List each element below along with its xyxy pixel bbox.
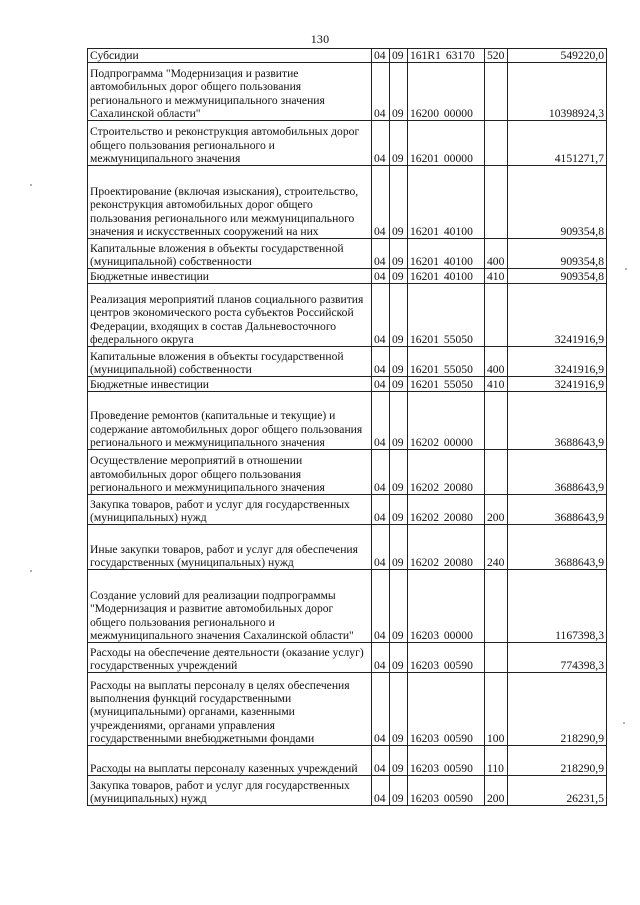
row-subsection: 09 (390, 450, 408, 495)
row-amount: 3688643,9 (508, 392, 607, 450)
scan-speck (623, 722, 625, 724)
table-row (88, 377, 607, 392)
row-section: 04 (372, 166, 390, 239)
row-name: Строительство и реконструкция автомобильных дорог общего пользования регионального и межмуниципального значения (88, 121, 372, 166)
row-expense-type (485, 392, 508, 450)
row-section: 04 (372, 570, 390, 643)
row-expense-type: 410 (485, 377, 508, 392)
row-subsection: 09 (390, 495, 408, 525)
row-subsection: 09 (390, 392, 408, 450)
row-amount: 909354,8 (508, 239, 607, 269)
row-amount: 218290,9 (508, 673, 607, 746)
table-row (88, 239, 607, 269)
row-name: Расходы на выплаты персоналу казенных учреждений (88, 746, 372, 776)
table-row (88, 450, 607, 495)
row-name: Капитальные вложения в объекты государственной (муниципальной) собственности (88, 347, 372, 377)
row-section: 04 (372, 776, 390, 806)
row-subsection: 09 (390, 525, 408, 570)
row-expense-type: 200 (485, 495, 508, 525)
table-row (88, 776, 607, 806)
row-subsection: 09 (390, 776, 408, 806)
row-name: Расходы на обеспечение деятельности (оказание услуг) государственных учреждений (88, 643, 372, 673)
row-target: 16201 55050 (408, 377, 485, 392)
table-row (88, 570, 607, 643)
row-name: Закупка товаров, работ и услуг для государственных (муниципальных) нужд (88, 495, 372, 525)
table-row (88, 121, 607, 166)
table-row (88, 392, 607, 450)
row-expense-type (485, 570, 508, 643)
table-row (88, 63, 607, 121)
table-row (88, 673, 607, 746)
scan-speck (625, 268, 627, 270)
row-section: 04 (372, 63, 390, 121)
row-target: 16202 20080 (408, 495, 485, 525)
row-section: 04 (372, 284, 390, 347)
row-expense-type (485, 63, 508, 121)
row-amount: 3241916,9 (508, 347, 607, 377)
row-target: 16202 20080 (408, 525, 485, 570)
row-expense-type: 200 (485, 776, 508, 806)
scan-speck (30, 570, 32, 572)
row-name: Бюджетные инвестиции (88, 269, 372, 284)
row-section: 04 (372, 746, 390, 776)
row-target: 16202 00000 (408, 392, 485, 450)
row-target: 16203 00590 (408, 746, 485, 776)
row-amount: 549220,0 (508, 49, 607, 63)
budget-table (87, 48, 607, 806)
row-expense-type: 240 (485, 525, 508, 570)
row-subsection: 09 (390, 570, 408, 643)
row-target: 16203 00590 (408, 643, 485, 673)
row-name: Проведение ремонтов (капитальные и текущие) и содержание автомобильных дорог общего пользования регионального и межмуниципального значения (88, 392, 372, 450)
row-subsection: 09 (390, 673, 408, 746)
row-name: Подпрограмма "Модернизация и развитие автомобильных дорог общего пользования регионального и межмуниципального значения Сахалинской области" (88, 63, 372, 121)
row-name: Осуществление мероприятий в отношении автомобильных дорог общего пользования регионального и межмуниципального значения (88, 450, 372, 495)
row-target: 16201 40100 (408, 239, 485, 269)
row-target: 16201 00000 (408, 121, 485, 166)
row-section: 04 (372, 49, 390, 63)
row-amount: 26231,5 (508, 776, 607, 806)
scan-speck (30, 184, 32, 186)
row-section: 04 (372, 392, 390, 450)
row-amount: 218290,9 (508, 746, 607, 776)
row-subsection: 09 (390, 347, 408, 377)
row-amount: 774398,3 (508, 643, 607, 673)
table-row (88, 643, 607, 673)
row-subsection: 09 (390, 377, 408, 392)
row-amount: 3241916,9 (508, 377, 607, 392)
row-target: 16203 00000 (408, 570, 485, 643)
row-amount: 3688643,9 (508, 495, 607, 525)
row-amount: 3688643,9 (508, 525, 607, 570)
row-expense-type (485, 450, 508, 495)
row-expense-type (485, 166, 508, 239)
row-section: 04 (372, 121, 390, 166)
row-section: 04 (372, 450, 390, 495)
row-name: Проектирование (включая изыскания), строительство, реконструкция автомобильных дорог общего пользования региональногo или межмуниципального значения и искусственных сооружений на них (88, 166, 372, 239)
row-expense-type: 520 (485, 49, 508, 63)
row-target: 16201 40100 (408, 269, 485, 284)
row-subsection: 09 (390, 746, 408, 776)
row-name: Субсидии (88, 49, 372, 63)
row-expense-type: 110 (485, 746, 508, 776)
row-section: 04 (372, 347, 390, 377)
row-target: 16201 55050 (408, 284, 485, 347)
row-section: 04 (372, 495, 390, 525)
row-subsection: 09 (390, 63, 408, 121)
row-amount: 909354,8 (508, 269, 607, 284)
row-expense-type (485, 643, 508, 673)
row-name: Бюджетные инвестиции (88, 377, 372, 392)
row-amount: 3688643,9 (508, 450, 607, 495)
table-row (88, 269, 607, 284)
row-expense-type (485, 284, 508, 347)
row-target: 16201 40100 (408, 166, 485, 239)
row-target: 16203 00590 (408, 776, 485, 806)
row-section: 04 (372, 673, 390, 746)
row-subsection: 09 (390, 269, 408, 284)
row-expense-type (485, 121, 508, 166)
row-subsection: 09 (390, 166, 408, 239)
row-name: Расходы на выплаты персоналу в целях обеспечения выполнения функций государственными (муниципальными) органами, казенными учреждениями, органами управления государственными внебюджетными фондами (88, 673, 372, 746)
row-name: Реализация мероприятий планов социального развития центров экономического роста субъектов Российской Федерации, входящих в состав Дальневосточного федерального округа (88, 284, 372, 347)
row-target: 16200 00000 (408, 63, 485, 121)
row-target: 16202 20080 (408, 450, 485, 495)
row-amount: 4151271,7 (508, 121, 607, 166)
row-expense-type: 410 (485, 269, 508, 284)
row-target: 16201 55050 (408, 347, 485, 377)
row-subsection: 09 (390, 49, 408, 63)
row-name: Капитальные вложения в объекты государственной (муниципальной) собственности (88, 239, 372, 269)
row-subsection: 09 (390, 121, 408, 166)
row-name: Иные закупки товаров, работ и услуг для обеспечения государственных (муниципальных) нужд (88, 525, 372, 570)
row-name: Закупка товаров, работ и услуг для государственных (муниципальных) нужд (88, 776, 372, 806)
row-subsection: 09 (390, 643, 408, 673)
row-expense-type: 400 (485, 239, 508, 269)
row-subsection: 09 (390, 284, 408, 347)
row-target: 161R1 63170 (408, 49, 485, 63)
row-expense-type: 400 (485, 347, 508, 377)
page-number: 130 (310, 32, 330, 46)
table-row (88, 166, 607, 239)
row-name: Создание условий для реализации подпрограммы "Модернизация и развитие автомобильных дорог общего пользования регионального и межмуниципального значения Сахалинской области" (88, 570, 372, 643)
row-amount: 3241916,9 (508, 284, 607, 347)
row-section: 04 (372, 377, 390, 392)
table-row (88, 525, 607, 570)
row-section: 04 (372, 525, 390, 570)
row-target: 16203 00590 (408, 673, 485, 746)
row-amount: 909354,8 (508, 166, 607, 239)
row-section: 04 (372, 269, 390, 284)
row-amount: 10398924,3 (508, 63, 607, 121)
row-amount: 1167398,3 (508, 570, 607, 643)
table-row (88, 495, 607, 525)
row-subsection: 09 (390, 239, 408, 269)
row-section: 04 (372, 643, 390, 673)
row-section: 04 (372, 239, 390, 269)
table-row (88, 49, 607, 63)
row-expense-type: 100 (485, 673, 508, 746)
table-row (88, 347, 607, 377)
table-row (88, 746, 607, 776)
table-row (88, 284, 607, 347)
